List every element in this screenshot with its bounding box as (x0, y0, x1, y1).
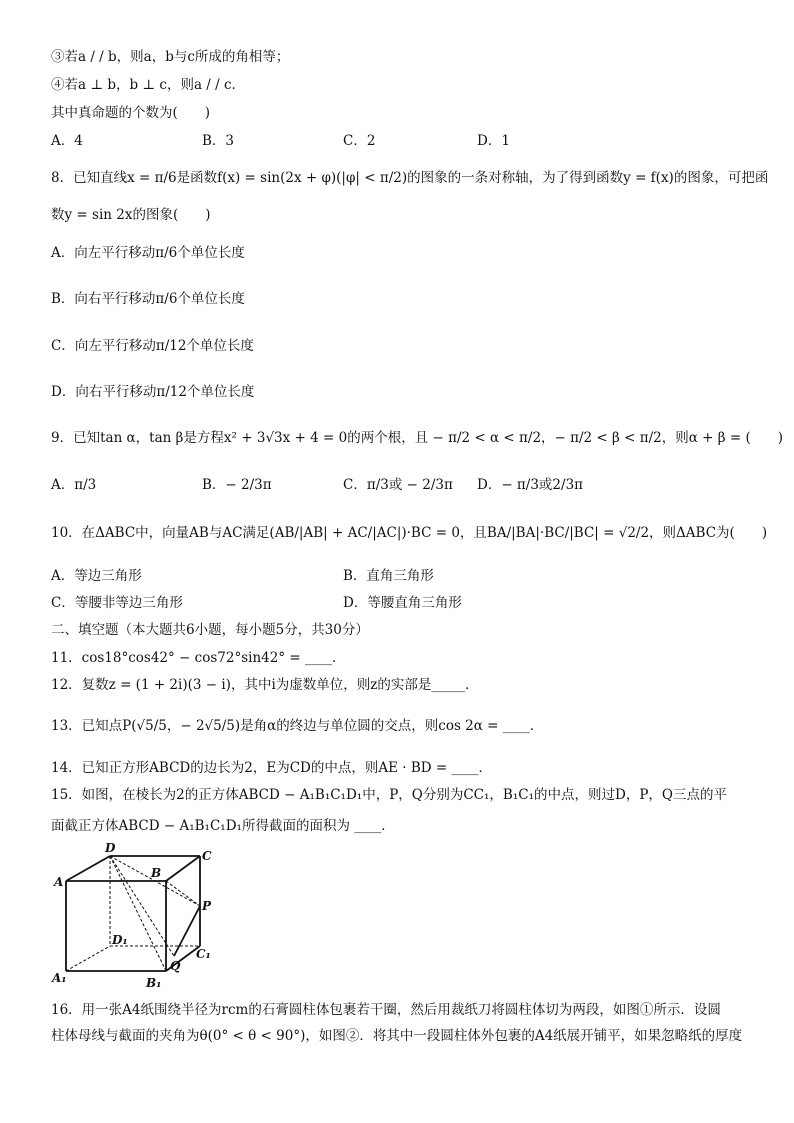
section-2-heading: 二、填空题（本大题共6小题，每小题5分，共30分） (51, 622, 369, 638)
q9-option-b: B．− 2/3π (202, 477, 272, 493)
label-a: A (54, 875, 64, 889)
label-a1: A₁ (52, 971, 67, 985)
label-b: B (151, 866, 162, 880)
q8-option-a: A．向左平行移动π/6个单位长度 (51, 245, 245, 261)
q15-line-1: 15．如图，在棱长为2的正方体ABCD − A₁B₁C₁D₁中，P，Q分别为CC₁，B₁C₁的中点，则过D，P，Q三点的平 (51, 787, 727, 803)
cube-figure (50, 840, 228, 990)
q11-line: 11．cos18°cos42° − cos72°sin42° = ____． (51, 650, 346, 666)
label-p: P (202, 899, 212, 913)
q12-line: 12．复数z = (1 + 2i)(3 − i)，其中i为虚数单位，则z的实部是_____． (51, 677, 479, 693)
q10-option-d: D．等腰直角三角形 (343, 595, 462, 611)
q7-question: 其中真命题的个数为( ) (51, 105, 211, 121)
q9-option-c: C．π/3或 − 2/3π (343, 477, 453, 493)
q10-option-c: C．等腰非等边三角形 (51, 595, 183, 611)
q9-option-d: D．− π/3或2/3π (477, 477, 584, 493)
q7-statement-3: ③若a / / b，则a，b与c所成的角相等； (51, 49, 290, 65)
q8-option-d: D．向右平行移动π/12个单位长度 (51, 384, 255, 400)
q8-option-b: B．向右平行移动π/6个单位长度 (51, 291, 245, 307)
q15-line-2: 面截正方体ABCD − A₁B₁C₁D₁所得截面的面积为 ____． (51, 818, 395, 834)
q7-option-d: D．1 (477, 133, 510, 149)
q7-option-a: A．4 (51, 133, 83, 149)
q8-option-c: C．向左平行移动π/12个单位长度 (51, 338, 254, 354)
label-c: C (202, 849, 212, 863)
label-c1: C₁ (196, 947, 211, 961)
label-d1: D₁ (112, 933, 128, 947)
q8-line-1: 8．已知直线x = π/6是函数f(x) = sin(2x + φ)(|φ| < π/2)的图象的一条对称轴，为了得到函数y = f(x)的图象，可把函 (51, 170, 769, 186)
q10-option-b: B．直角三角形 (343, 568, 434, 584)
q8-line-2: 数y = sin 2x的图象( ) (51, 207, 211, 223)
q7-statement-4: ④若a ⊥ b，b ⊥ c，则a / / c． (51, 77, 246, 93)
label-b1: B₁ (146, 976, 162, 990)
q14-line: 14．已知正方形ABCD的边长为2，E为CD的中点，则AE · BD = ____． (51, 760, 492, 776)
q10-line: 10．在ΔABC中，向量AB与AC满足(AB/|AB| + AC/|AC|)·BC = 0，且BA/|BA|·BC/|BC| = √2/2，则ΔABC为( ) (51, 525, 768, 541)
label-q: Q (170, 959, 181, 973)
q7-option-b: B．3 (202, 133, 235, 149)
q7-option-c: C．2 (343, 133, 376, 149)
q16-line-2: 柱体母线与截面的夹角为θ(0° < θ < 90°)，如图②．将其中一段圆柱体外包裹的A4纸展开铺平，如果忽略纸的厚度 (51, 1028, 743, 1044)
q16-line-1: 16．用一张A4纸围绕半径为rcm的石膏圆柱体包裹若干圈，然后用裁纸刀将圆柱体切为两段，如图①所示．设圆 (51, 1002, 721, 1018)
q13-line: 13．已知点P(√5/5，− 2√5/5)是角α的终边与单位圆的交点，则cos 2α = ____． (51, 718, 544, 734)
q9-option-a: A．π/3 (51, 477, 97, 493)
label-d: D (105, 841, 116, 855)
q9-line: 9．已知tan α，tan β是方程x² + 3√3x + 4 = 0的两个根，且 − π/2 < α < π/2，− π/2 < β < π/2，则α + β = ( ) (51, 430, 783, 446)
q10-option-a: A．等边三角形 (51, 568, 142, 584)
